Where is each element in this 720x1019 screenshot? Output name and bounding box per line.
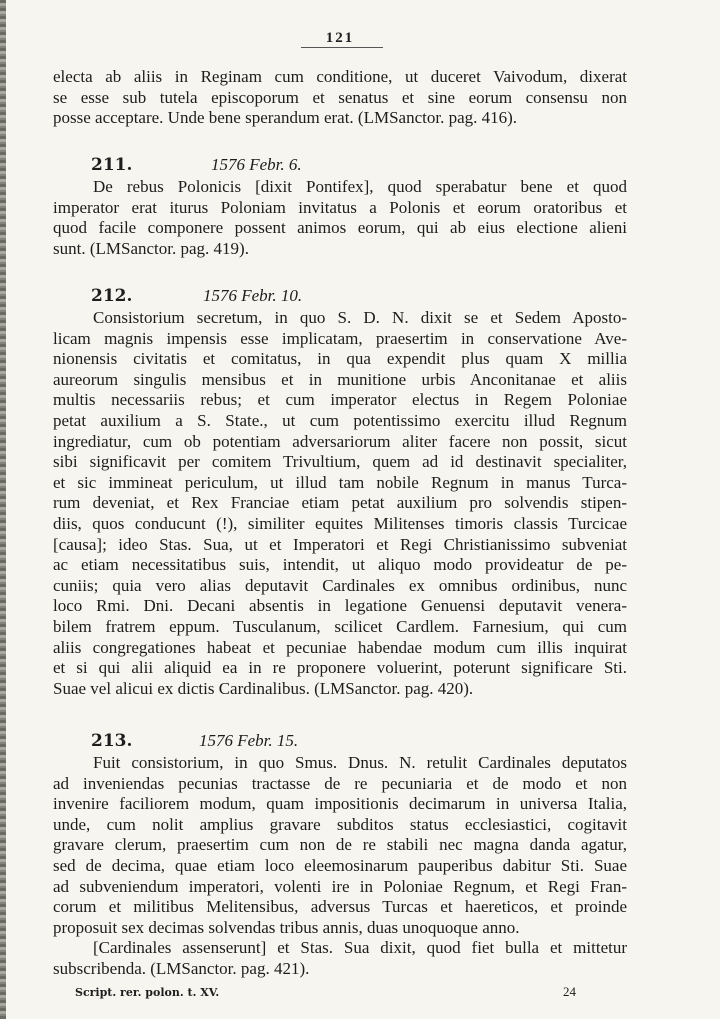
text-line: aureorum singulis mensibus et in munitione urbis Anconitanae et aliis: [53, 369, 627, 389]
text-line: nionensis civitatis et comitatus, in qua expendit plus quam X millia: [53, 349, 627, 369]
text-line: et si qui alii aliquid ea in re proponere voluerint, poterunt significare Sti.: [53, 658, 627, 678]
text-line: unde, cum nolit amplius gravare subditos status ecclesiastici, cogitavit: [53, 814, 627, 834]
scan-spine-edge: [0, 0, 6, 1019]
text-line: proposuit sex decimas solvendas tribus annis, duas unoquoque anno.: [53, 917, 520, 937]
text-line: ingrediatur, cum ob potentiam adversariorum aliter facere non possit, sicut: [53, 431, 627, 451]
text-line: aliis congregationes habeat et pecuniae habendae modum cum illis inquirat: [53, 637, 627, 657]
text-line: Consistorium secretum, in quo S. D. N. dixit se et Sedem Aposto-: [93, 308, 627, 327]
text-line: gravare clerum, praesertim cum non de re stabili nec magna danda agatur,: [53, 835, 627, 855]
text-line: posse acceptare. Unde bene sperandum erat. (LMSanctor. pag. 416).: [53, 108, 518, 128]
text-line: [causa]; ideo Stas. Sua, ut et Imperatori et Regi Christianissimo subveniat: [53, 534, 627, 554]
text-line: sed de decima, quae etiam loco eleemosinarum pauperibus dabitur Sti. Suae: [53, 855, 627, 875]
entry-date: 1576 Febr. 10.: [203, 286, 303, 305]
sheet-number: 24: [563, 984, 576, 999]
running-page-number: 121: [325, 30, 355, 46]
text-line: ac etiam necessitatibus suis, intendit, ut aliquo modo provideatur de pe-: [53, 555, 627, 575]
entry-number: 212.: [91, 286, 133, 306]
entry-211-heading: [53, 155, 627, 179]
text-line: sibi significavit per comitem Trivultium, quem ad id destinavit specialiter,: [53, 452, 627, 472]
entry-212-heading: [53, 286, 627, 310]
text-line: [Cardinales assenserunt] et Stas. Sua dixit, quod fiet bulla et mittetur: [93, 938, 627, 957]
text-line: diis, quos conducunt (!), similiter equites Militenses timoris classis Turcicae: [53, 513, 627, 533]
text-line: et sic immineat periculum, ut illud tam nobile Regnum in manus Turca-: [53, 472, 627, 492]
opening-paragraph: [53, 67, 627, 129]
book-page: [53, 0, 627, 1019]
text-line: ad subveniendum imperatori, volenti ire in Poloniae Regnum, et Regi Fran-: [53, 876, 627, 896]
text-line: De rebus Polonicis [dixit Pontifex], quod sperabatur bene et quod: [93, 177, 627, 196]
text-line: quod facile componere possent animos eorum, qui ab eius electione alieni: [53, 218, 627, 238]
text-line: multis necessariis rebus; et cum imperator electus in Regem Poloniae: [53, 390, 627, 410]
entry-date: 1576 Febr. 6.: [211, 155, 302, 174]
text-line: petat auxilium a S. State., ut cum potentissimo exercitu illud Regnum: [53, 410, 627, 430]
text-line: electa ab aliis in Reginam cum conditione, ut duceret Vaivodum, dixerat: [53, 67, 627, 86]
entry-number: 213.: [91, 731, 133, 751]
text-line: subscribenda. (LMSanctor. pag. 421).: [53, 958, 310, 978]
text-line: corum et militibus Melitensibus, adversus Turcas et haereticos, et proinde: [53, 897, 627, 917]
text-line: sunt. (LMSanctor. pag. 419).: [53, 238, 249, 258]
header-rule: [301, 47, 383, 48]
text-line: licam magnis impensis esse implicatam, praesertim in conservatione Ave-: [53, 328, 627, 348]
text-line: ad inveniendas pecunias tractasse de re pecuniaria et de modo et non: [53, 773, 627, 793]
entry-211-text: [53, 177, 627, 259]
text-line: bilem fratrem eppum. Tusculanum, scilicet Cardlem. Farnesium, qui cum: [53, 616, 627, 636]
text-line: loco Rmi. Dni. Decani absentis in legatione Genuensi deputavit venera-: [53, 596, 627, 616]
text-line: se esse sub tutela episcoporum et senatus et sine eorum consensu non: [53, 87, 627, 107]
entry-213-heading: [53, 731, 627, 755]
text-line: Suae vel alicui ex dictis Cardinalibus. (LMSanctor. pag. 420).: [53, 678, 474, 698]
text-line: imperator erat iturus Poloniam invitatus a Polonis et eorum oratoribus et: [53, 197, 627, 217]
text-line: rum deveniat, et Rex Franciae etiam petat auxilium pro solvendis stipen-: [53, 493, 627, 513]
volume-signature: Script. rer. polon. t. XV.: [75, 986, 220, 999]
entry-date: 1576 Febr. 15.: [199, 731, 299, 750]
text-line: invenire faciliorem modum, quam impositionis decimarum in universa Italia,: [53, 794, 627, 814]
entry-213-second-paragraph: [53, 938, 627, 979]
text-line: cuniis; quia vero alias deputavit Cardinales ex omnibus ordinibus, nunc: [53, 575, 627, 595]
entry-213-text: [53, 753, 627, 938]
entry-number: 211.: [91, 155, 133, 175]
text-line: Fuit consistorium, in quo Smus. Dnus. N. retulit Cardinales deputatos: [93, 753, 627, 772]
entry-212-text: [53, 308, 627, 699]
